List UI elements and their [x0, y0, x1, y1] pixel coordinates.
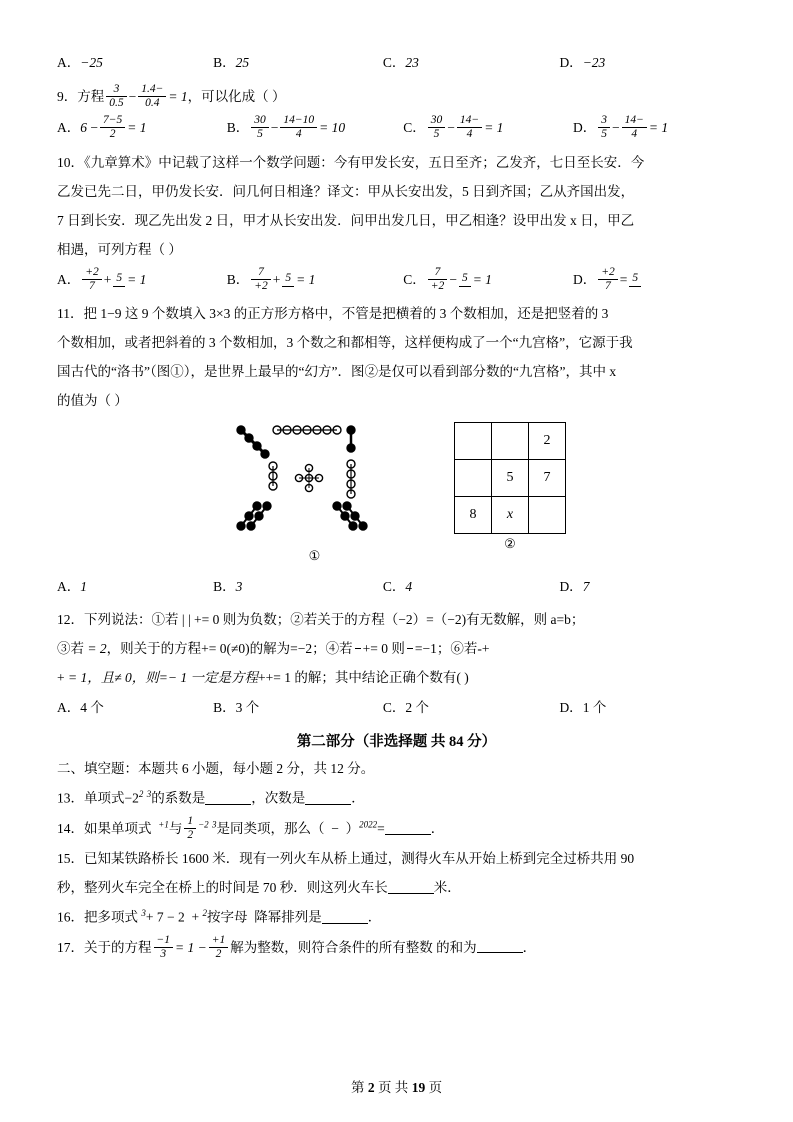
- cell-r1c1: [455, 423, 492, 460]
- cell-r2c1: [455, 460, 492, 497]
- q10-option-c-op: −: [449, 271, 457, 287]
- q9-option-d[interactable]: [573, 115, 736, 143]
- q12-l1a: 下列说法：①若 | | +: [84, 611, 202, 627]
- q12-l2c: ，则关于的方程: [106, 640, 202, 656]
- q9-option-b-tail: = 10: [319, 120, 346, 136]
- q11-option-d-text: 7: [582, 579, 590, 595]
- cell-r2c2: 5: [492, 460, 529, 497]
- cell-r3c1: 8: [455, 497, 492, 534]
- q12-line3: [57, 666, 736, 691]
- q10-options: [57, 267, 736, 295]
- footer-total-pages: 19: [411, 1080, 426, 1095]
- q15-line-2a: 秒，整列火车完全在桥上的时间是 70 秒．则这列火车长: [57, 880, 388, 896]
- q12-l2h: +: [362, 640, 371, 656]
- q11-line-1: 把 1−9 这 9 个数填入 3×3 的正方形方格中，不管是把横着的 3 个数相加，还是把竖着的 3: [83, 306, 609, 322]
- q9-option-c-fraction-1: $\frac{30}{5}$: [428, 114, 446, 141]
- q12-frac-1: [355, 648, 361, 649]
- q9-option-c-fraction-2: $\frac{14-}{4}$: [457, 114, 482, 141]
- question-9: [57, 84, 736, 111]
- q9-option-c-tail: = 1: [484, 120, 504, 136]
- q9-option-d-tail: = 1: [648, 120, 669, 136]
- q11-line4-wrap: [57, 389, 736, 414]
- q12-option-b[interactable]: [213, 695, 383, 721]
- q13-sup-b: 3: [146, 789, 152, 800]
- cell-r1c2: [492, 423, 529, 460]
- q9-option-b-minus: −: [270, 120, 279, 136]
- q8-option-d-label: D．: [559, 55, 583, 70]
- q8-option-a-label: A．: [57, 55, 81, 70]
- q9-number: 9．: [57, 88, 78, 104]
- q10-option-a-fraction-2: 5: [113, 272, 125, 286]
- q9-option-d-label: D．: [573, 120, 597, 136]
- q9-fraction-1: $\frac{3}{0.5}$: [106, 83, 126, 110]
- q8-option-d-text: −23: [582, 55, 606, 70]
- q14-sup-c: 3: [212, 819, 217, 830]
- q11-option-b-label: B．: [213, 579, 236, 595]
- magic-square-figure: [454, 422, 566, 552]
- q10-line-2: 乙发已先二日，甲仍发长安．问几何日相逢？译文：甲从长安出发，5 日到齐国；乙从齐国出发，: [57, 183, 635, 199]
- q12-l3c: ≠ 0，则: [114, 669, 159, 685]
- q17-fraction-1: $\frac{-1}{3}$: [154, 934, 174, 961]
- figure-1-caption: ①: [308, 548, 321, 564]
- footer-page-number: 2: [367, 1080, 375, 1095]
- q9-option-d-fraction-2: $\frac{14-}{4}$: [622, 114, 647, 141]
- q10-option-d-op: =: [619, 271, 628, 287]
- q9-minus: −: [128, 88, 137, 104]
- q11-line3-wrap: [57, 360, 736, 385]
- cell-r1c3: 2: [529, 423, 566, 460]
- q12-option-a-text: 4 个: [80, 699, 104, 715]
- q8-option-a[interactable]: [57, 50, 213, 76]
- q14-sup-b: −2: [198, 819, 209, 830]
- q12-line2: [57, 637, 736, 662]
- q12-frac-2: [407, 648, 413, 649]
- q10-option-a[interactable]: [57, 267, 227, 295]
- page-footer: [0, 1076, 793, 1096]
- q12-option-a[interactable]: [57, 695, 213, 721]
- q11-line-2: 个数相加，或者把斜着的 3 个数相加，3 个数之和都相等，这样便构成了一个“九宫格”，它源于我: [57, 335, 633, 351]
- q14-text-b: 与: [168, 820, 183, 836]
- magic-square-row: [455, 460, 566, 497]
- q11-line-4: 的值为（ ）: [57, 393, 128, 409]
- q14-text-c: 是同类项，那么（: [216, 820, 325, 836]
- q10-option-d[interactable]: [573, 267, 736, 295]
- q16-text-a: 把多项式: [84, 909, 138, 925]
- q9-option-a-tail: = 1: [127, 120, 147, 136]
- q14-text-e: ）: [345, 820, 360, 836]
- q14-sup-a: +1: [158, 819, 169, 830]
- footer-prefix: 第: [350, 1080, 365, 1095]
- question-15: [57, 847, 736, 872]
- q10-option-c-fraction-2: 5: [459, 272, 471, 286]
- q12-l2e: = 0(: [208, 640, 231, 656]
- figure-2-caption: ②: [504, 536, 516, 552]
- q16-text-b: + 7 − 2: [145, 909, 185, 925]
- q10-option-d-fraction-2: 5: [629, 272, 641, 286]
- q12-option-a-label: A．: [57, 699, 81, 715]
- q9-option-d-minus: −: [612, 120, 620, 136]
- q12-l2a: ③若: [57, 640, 84, 656]
- question-13: [57, 786, 736, 811]
- q14-text-d: −: [331, 820, 339, 836]
- q17-text-a: 关于的方程: [84, 939, 152, 955]
- q10-option-b[interactable]: [227, 267, 404, 295]
- q10-line-4: 相遇，可列方程（ ）: [57, 241, 182, 257]
- magic-square-grid: [454, 422, 566, 534]
- question-10: [57, 151, 736, 176]
- q13-sup-a: 2: [138, 789, 144, 800]
- q12-l2b: = 2: [87, 640, 107, 656]
- q12-option-d-text: 1 个: [582, 699, 607, 715]
- q11-option-a-text: 1: [80, 579, 87, 595]
- q12-l1e: −2)有无数解，则 a=b；: [447, 611, 585, 627]
- q14-text-a: 如果单项式: [84, 820, 152, 836]
- q12-option-c-label: C．: [382, 699, 406, 715]
- q16-number: 16．: [57, 909, 84, 925]
- q11-line2-wrap: [57, 331, 736, 356]
- q11-figures: [57, 422, 736, 564]
- q15-line2: [57, 876, 736, 901]
- q15-line-2b: 米．: [433, 880, 461, 896]
- q12-l2d: +: [201, 640, 209, 656]
- q9-fraction-2: $\frac{1.4-}{0.4}$: [138, 83, 166, 110]
- q8-option-c-text: 23: [405, 55, 419, 70]
- q14-fraction: $\frac{1}{2}$: [184, 815, 196, 842]
- q11-option-a-label: A．: [57, 579, 81, 595]
- fill-blank-section-header: 二、填空题：本题共 6 小题，每小题 2 分，共 12 分。: [57, 761, 375, 777]
- q13-number: 13．: [57, 790, 84, 806]
- q9-option-d-fraction-1: $\frac{3}{5}$: [598, 114, 610, 141]
- cell-r2c3: 7: [529, 460, 566, 497]
- q12-l2g: =−2；④若: [290, 640, 353, 656]
- q13-text-b: 的系数是: [151, 790, 206, 806]
- q9-option-b-label: B．: [226, 120, 250, 136]
- q9-option-c-label: C．: [403, 120, 426, 136]
- part-2-title: 第二部分（非选择题 共 84 分）: [296, 734, 497, 751]
- q9-option-b-fraction-2: $\frac{14-10}{4}$: [280, 114, 317, 141]
- q10-option-d-label: D．: [573, 271, 597, 287]
- q12-l3a: +: [57, 669, 65, 685]
- q8-option-a-text: −25: [80, 55, 103, 70]
- q10-option-a-op: +: [103, 271, 112, 287]
- q11-option-d-label: D．: [559, 579, 583, 595]
- q10-option-c[interactable]: [403, 267, 573, 295]
- q13-text-a: 单项式−2: [84, 790, 139, 806]
- q12-number: 12．: [57, 611, 84, 627]
- q16-text-d: 按字母: [206, 909, 248, 925]
- cell-r3c3: [529, 497, 566, 534]
- q13-text-c: ，次数是: [251, 790, 306, 806]
- q10-line-3: 7 日到长安．现乙先出发 2 日，甲才从长安出发．问甲出发几日，甲乙相逢？设甲出发 x 日，甲乙: [57, 212, 635, 228]
- q8-option-d[interactable]: [559, 50, 736, 76]
- q8-option-c-label: C．: [382, 55, 406, 70]
- q11-option-d[interactable]: [559, 574, 736, 600]
- q10-option-b-fraction-1: $\frac{7}{+2}$: [251, 266, 271, 293]
- question-11: [57, 302, 736, 327]
- q17-text-c: 解为整数，则符合条件的所有整数: [230, 939, 433, 955]
- q12-l2i: = 0 则: [370, 640, 405, 656]
- cell-r3c2: x: [492, 497, 529, 534]
- q10-option-d-fraction-1: $\frac{+2}{7}$: [598, 266, 618, 293]
- q13-blank-1[interactable]: [205, 792, 251, 805]
- q10-option-c-label: C．: [403, 271, 426, 287]
- q17-fraction-2: $\frac{+1}{2}$: [209, 934, 229, 961]
- q10-option-b-op: +: [272, 271, 281, 287]
- q11-option-b-text: 3: [235, 579, 243, 595]
- q12-options: [57, 695, 736, 721]
- q16-sup-a: 3: [141, 908, 146, 919]
- q16-blank[interactable]: [322, 910, 368, 923]
- q11-option-a[interactable]: [57, 574, 213, 600]
- question-14: [57, 816, 736, 843]
- q9-option-a-lead: 6: [80, 120, 87, 136]
- q16-sup-b: 2: [202, 908, 207, 919]
- q10-line-1: 《九章算术》中记载了这样一个数学问题：今有甲发长安，五日至齐；乙发齐，七日至长安．今: [84, 154, 645, 170]
- q12-l1b: = 0 则: [201, 611, 237, 627]
- q12-l3g: = 1 的解；其中结论正确个数有( ): [273, 669, 469, 685]
- q11-number: 11．: [57, 306, 84, 322]
- q8-option-b[interactable]: [213, 50, 383, 76]
- q17-text-d: 的和为: [436, 939, 477, 955]
- luoshu-figure: [227, 422, 402, 564]
- q11-option-b[interactable]: [213, 574, 383, 600]
- q8-option-c[interactable]: [383, 50, 560, 76]
- q9-text-pre: 方程: [77, 88, 105, 104]
- q17-text-e: ．: [522, 939, 537, 955]
- q12-l3b: = 1，且: [68, 669, 115, 685]
- q14-number: 14．: [57, 820, 84, 836]
- q12-option-c[interactable]: [383, 695, 560, 721]
- q10-option-a-tail: = 1: [127, 271, 147, 287]
- q16-text-e: 降幂排列是: [254, 909, 322, 925]
- q12-l2k: +: [481, 640, 490, 656]
- q12-l3d: =− 1 一定是方程: [158, 669, 259, 685]
- q10-option-c-fraction-1: $\frac{7}{+2}$: [428, 266, 448, 293]
- q10-option-a-fraction-1: $\frac{+2}{7}$: [82, 266, 102, 293]
- q12-option-d-label: D．: [559, 699, 583, 715]
- q11-option-c[interactable]: [383, 574, 560, 600]
- q12-l3f: +: [265, 669, 274, 685]
- q11-options: [57, 574, 736, 600]
- q15-line-1: 已知某铁路桥长 1600 米．现有一列火车从桥上通过，测得火车从开始上桥到完全过桥共用 90: [84, 851, 635, 867]
- q13-blank-2[interactable]: [305, 792, 351, 805]
- q9-eq: = 1: [168, 88, 188, 104]
- q9-text-post: ，可以化成（ ）: [187, 88, 286, 104]
- q10-line2-wrap: [57, 180, 736, 205]
- q9-option-a-minus: −: [90, 120, 98, 136]
- q10-line4-wrap: [57, 238, 736, 263]
- page-content: [57, 48, 736, 966]
- question-12: [57, 608, 736, 633]
- q14-sup-d: 2022: [359, 819, 378, 830]
- luoshu-dots-diagram: [227, 422, 402, 542]
- q9-option-b-fraction-1: $\frac{30}{5}$: [251, 114, 269, 141]
- q12-l1c: 为负数；②若关于的方程（: [236, 611, 399, 627]
- q8-option-b-text: 25: [235, 55, 250, 70]
- q12-option-c-text: 2 个: [405, 699, 430, 715]
- q12-l1d: −2）=（: [398, 611, 448, 627]
- q12-option-b-text: 3 个: [235, 699, 260, 715]
- q14-blank[interactable]: [385, 821, 431, 834]
- q10-option-b-fraction-2: 5: [282, 272, 294, 286]
- q9-option-c[interactable]: [403, 115, 573, 143]
- q10-line3-wrap: [57, 209, 736, 234]
- q15-blank[interactable]: [388, 881, 434, 894]
- q17-number: 17．: [57, 939, 84, 955]
- q12-l2f: ≠0)的解为: [230, 640, 291, 656]
- q14-text-f: =: [377, 820, 385, 836]
- q14-text-g: ．: [430, 820, 445, 836]
- q10-option-a-label: A．: [57, 271, 81, 287]
- q12-option-d[interactable]: [559, 695, 736, 721]
- q17-blank[interactable]: [477, 940, 523, 953]
- footer-suffix: 页: [428, 1080, 443, 1095]
- q9-options: [57, 115, 736, 143]
- q12-l2j: =−1；⑥若-: [414, 640, 482, 656]
- q8-options: [57, 50, 736, 76]
- q11-line-3: 国古代的“洛书”（图①），是世界上最早的“幻方”．图②是仅可以看到部分数的“九宫格”，其中 x: [57, 364, 617, 380]
- q9-option-c-minus: −: [447, 120, 455, 136]
- q10-option-b-label: B．: [226, 271, 250, 287]
- q11-option-c-label: C．: [382, 579, 406, 595]
- question-16: [57, 905, 736, 930]
- q10-option-b-tail: = 1: [296, 271, 316, 287]
- magic-square-row: [455, 497, 566, 534]
- question-17: [57, 935, 736, 962]
- q11-option-c-text: 4: [405, 579, 413, 595]
- q13-text-d: ．: [351, 790, 365, 806]
- footer-mid: 页 共: [377, 1080, 409, 1095]
- q10-option-c-tail: = 1: [472, 271, 492, 287]
- q9-option-a-label: A．: [57, 120, 81, 136]
- q12-l3e: +: [258, 669, 266, 685]
- q10-number: 10．: [57, 154, 84, 170]
- q8-option-b-label: B．: [213, 55, 236, 70]
- q9-option-b[interactable]: [227, 115, 404, 143]
- q12-option-b-label: B．: [213, 699, 236, 715]
- q9-option-a[interactable]: [57, 115, 227, 143]
- q9-option-a-fraction: $\frac{7-5}{2}$: [100, 114, 125, 141]
- q16-text-f: ．: [367, 909, 382, 925]
- magic-square-row: [455, 423, 566, 460]
- q17-text-b: = 1 −: [175, 939, 207, 955]
- q16-text-c: +: [191, 909, 200, 925]
- q15-number: 15．: [57, 851, 84, 867]
